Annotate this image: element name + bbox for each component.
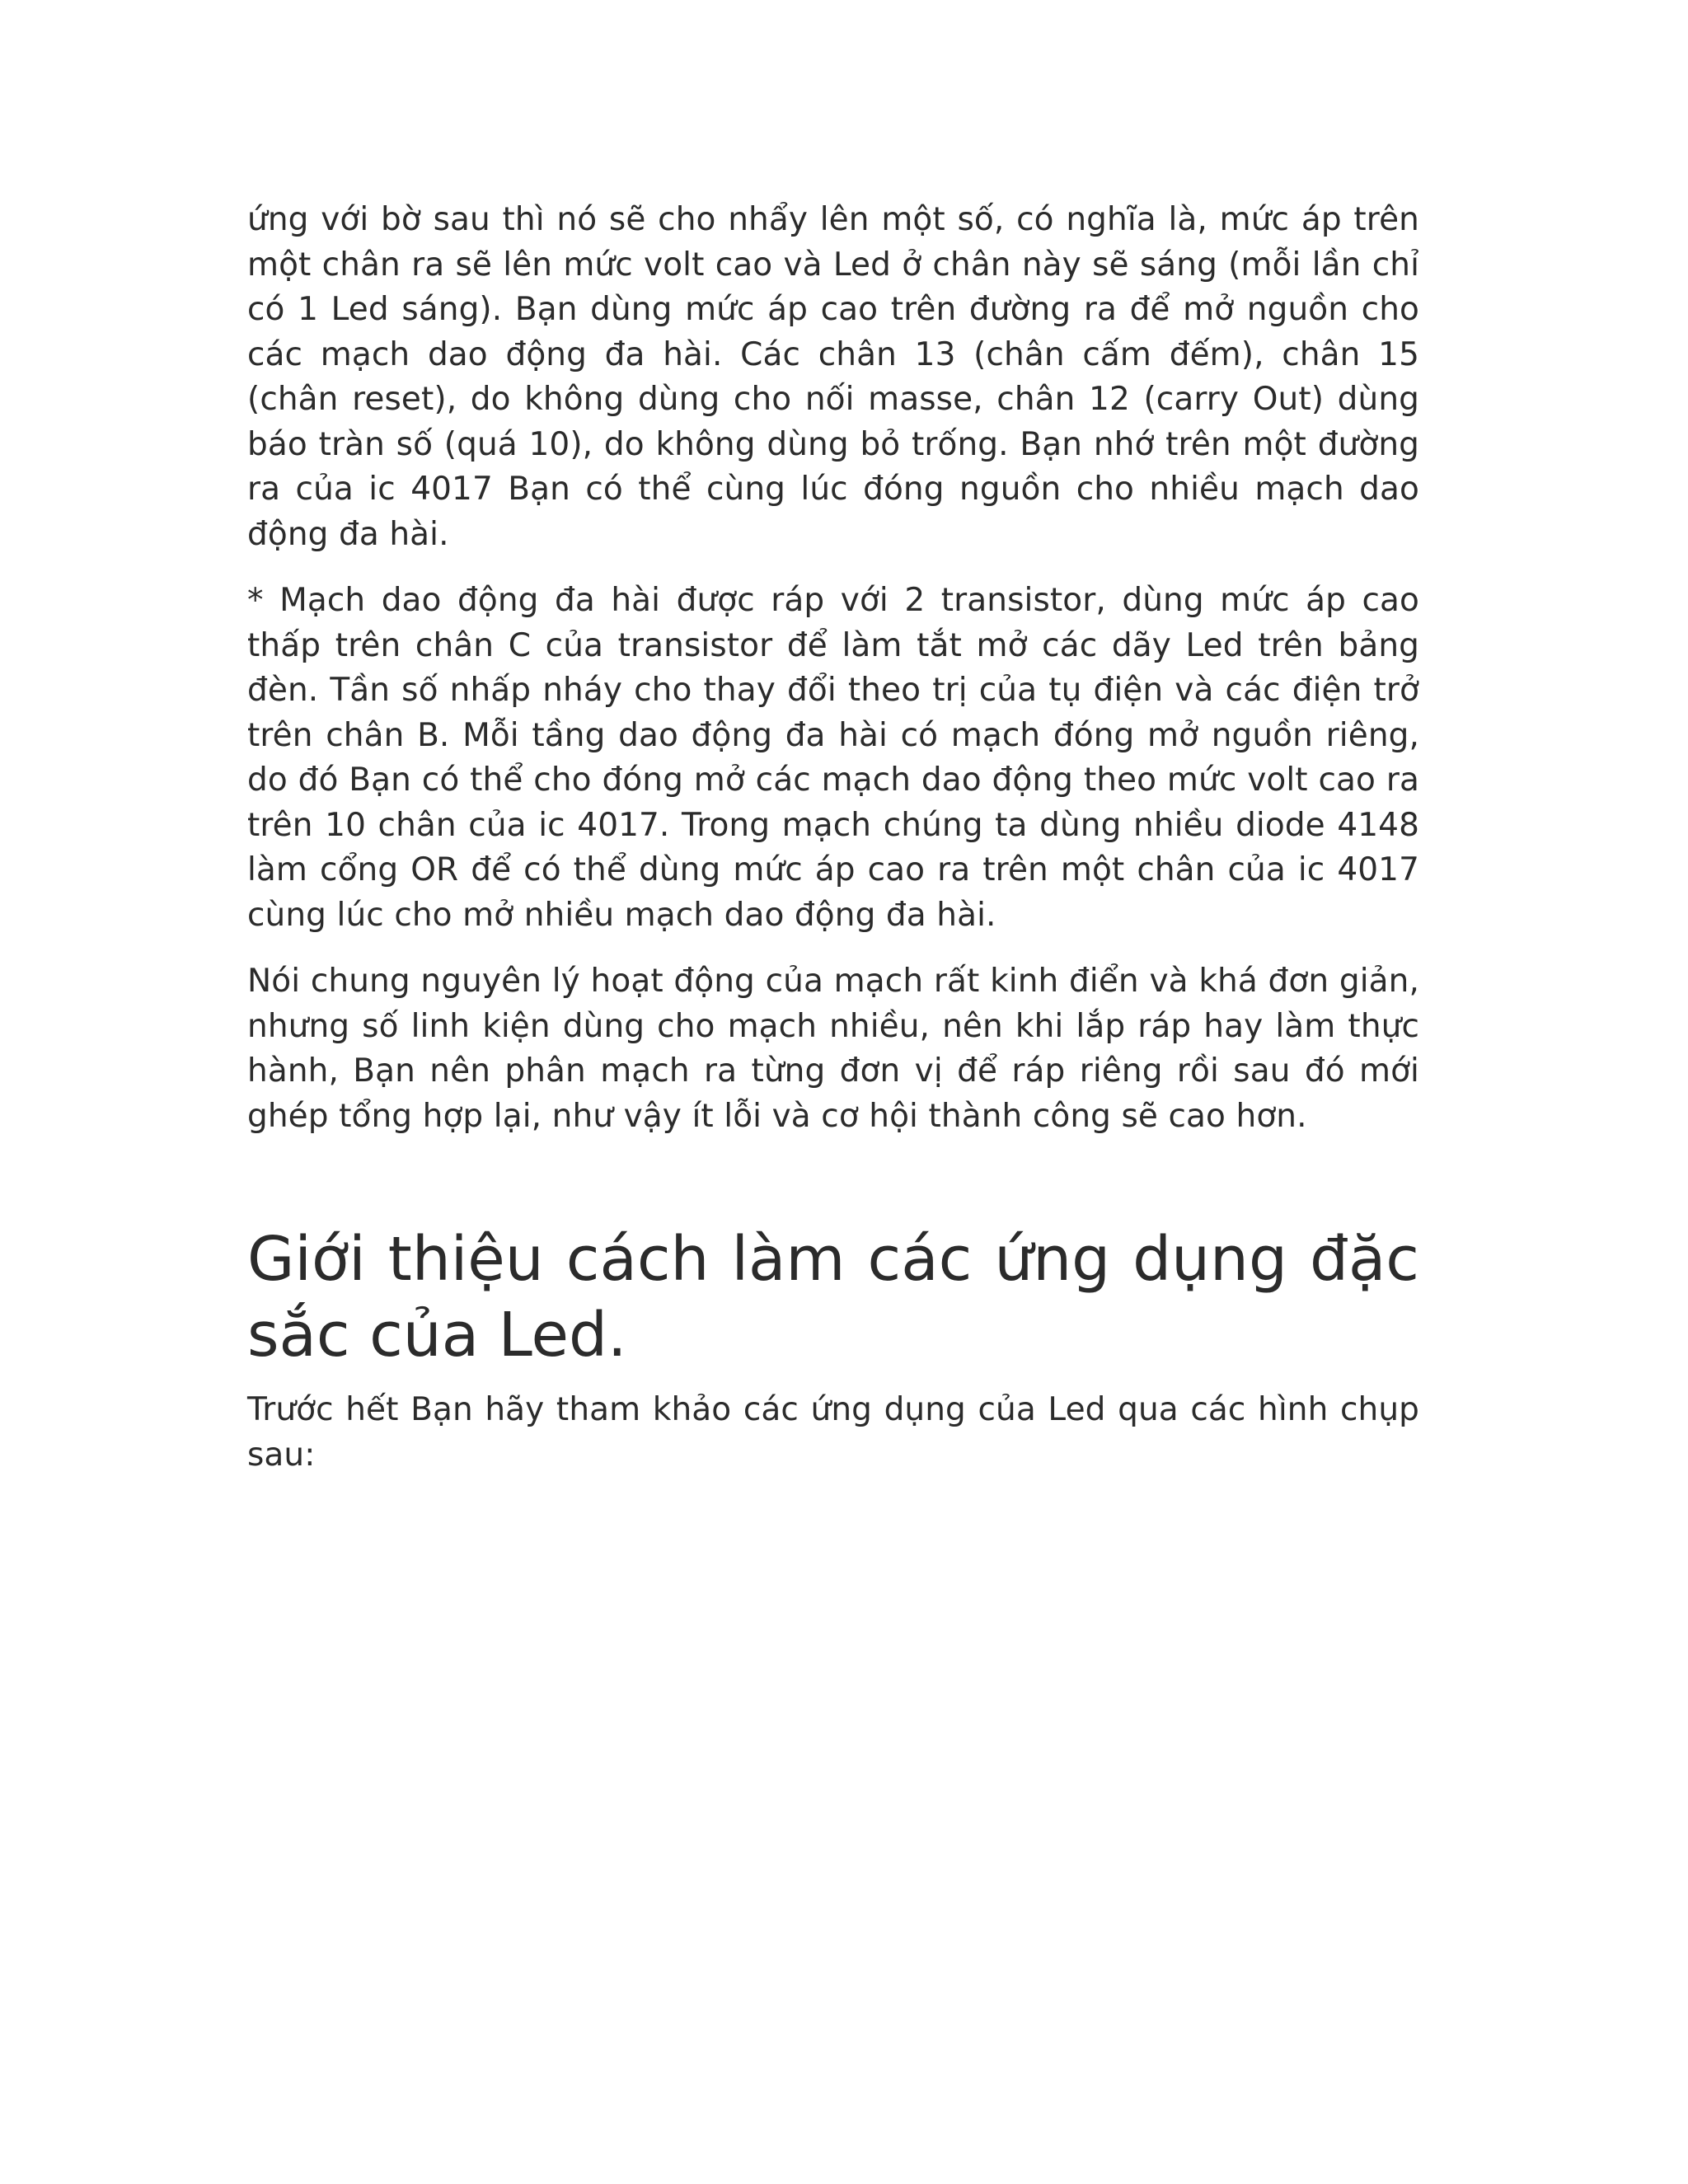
body-paragraph-3: Nói chung nguyên lý hoạt động của mạch rất kinh điển và khá đơn giản, nhưng số linh kiện dùng cho mạch nhiều, nên khi lắp ráp hay làm thực hành, Bạn nên phân mạch ra từng đơn vị để ráp riêng rồi sau đó mới ghép tổng hợp lại, như vậy ít lỗi và cơ hội thành công sẽ cao hơn. <box>247 963 1419 1135</box>
body-paragraph-1: ứng với bờ sau thì nó sẽ cho nhẩy lên một số, có nghĩa là, mức áp trên một chân ra sẽ lên mức volt cao và Led ở chân này sẽ sáng (mỗi lần chỉ có 1 Led sáng). Bạn dùng mức áp cao trên đường ra để mở nguồn cho các mạch dao động đa hài. Các chân 13 (chân cấm đếm), chân 15 (chân reset), do không dùng cho nối masse, chân 12 (carry Out) dùng báo tràn số (quá 10), do không dùng bỏ trống. Bạn nhớ trên một đường ra của ic 4017 Bạn có thể cùng lúc đóng nguồn cho nhiều mạch dao động đa hài. <box>247 201 1419 553</box>
section-heading: Giới thiệu cách làm các ứng dụng đặc sắc của Led. <box>247 1224 1419 1371</box>
document-page <box>247 198 1419 1478</box>
intro-paragraph: Trước hết Bạn hãy tham khảo các ứng dụng của Led qua các hình chụp sau: <box>247 1391 1419 1474</box>
body-paragraph-2: * Mạch dao động đa hài được ráp với 2 transistor, dùng mức áp cao thấp trên chân C của transistor để làm tắt mở các dãy Led trên bảng đèn. Tần số nhấp nháy cho thay đổi theo trị của tụ điện và các điện trở trên chân B. Mỗi tầng dao động đa hài có mạch đóng mở nguồn riêng, do đó Bạn có thể cho đóng mở các mạch dao động theo mức volt cao ra trên 10 chân của ic 4017. Trong mạch chúng ta dùng nhiều diode 4148 làm cổng OR để có thể dùng mức áp cao ra trên một chân của ic 4017 cùng lúc cho mở nhiều mạch dao động đa hài. <box>247 582 1419 934</box>
